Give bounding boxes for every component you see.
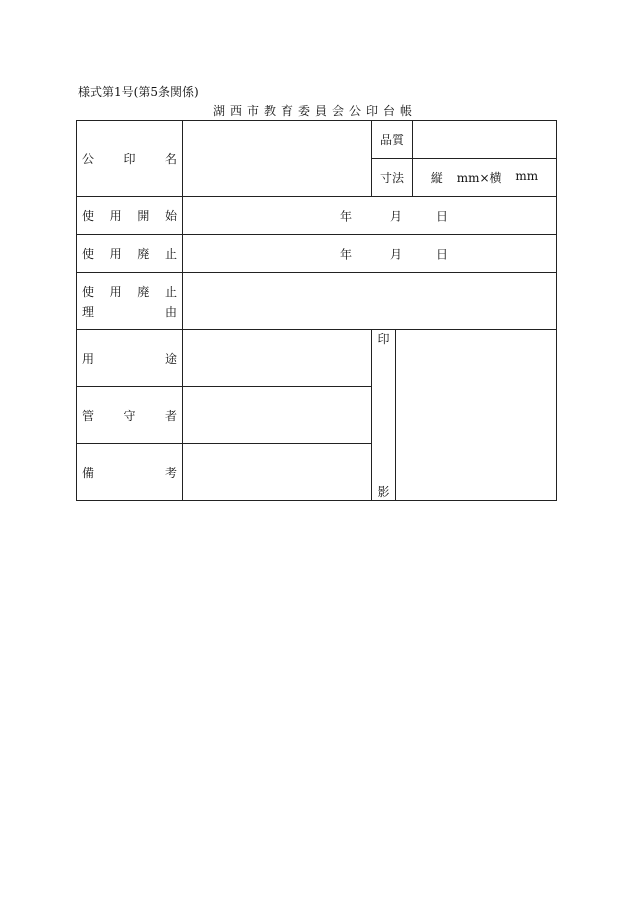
remarks-value[interactable]: [183, 444, 372, 501]
seal-name-label: 公 印 名: [77, 121, 183, 197]
end-reason-value[interactable]: [183, 273, 557, 330]
form-number-label: 様式第1号(第5条関係): [78, 85, 199, 99]
seal-name-value[interactable]: [183, 121, 372, 197]
dimensions-label: 寸法: [372, 159, 413, 197]
quality-value[interactable]: [413, 121, 557, 159]
dimensions-value[interactable]: 縦 mm×横 mm: [413, 159, 557, 197]
page-title: 湖西市教育委員会公印台帳: [212, 104, 417, 118]
use-start-date[interactable]: 年 月 日: [183, 197, 557, 235]
use-start-label: 使 用 開 始: [77, 197, 183, 235]
impression-label: 印 影: [372, 330, 396, 501]
purpose-label: 用 途: [77, 330, 183, 387]
end-reason-label: 使 用 廃 止 理 由: [77, 273, 183, 330]
table-row: [77, 121, 557, 159]
purpose-value[interactable]: [183, 330, 372, 387]
impression-area[interactable]: [396, 330, 557, 501]
table-row: [77, 197, 557, 235]
use-end-label: 使 用 廃 止: [77, 235, 183, 273]
remarks-label: 備 考: [77, 444, 183, 501]
seal-ledger-table: [76, 120, 557, 501]
custodian-value[interactable]: [183, 387, 372, 444]
table-row: [77, 330, 557, 387]
table-row: [77, 273, 557, 330]
quality-label: 品質: [372, 121, 413, 159]
custodian-label: 管 守 者: [77, 387, 183, 444]
table-row: [77, 235, 557, 273]
use-end-date[interactable]: 年 月 日: [183, 235, 557, 273]
